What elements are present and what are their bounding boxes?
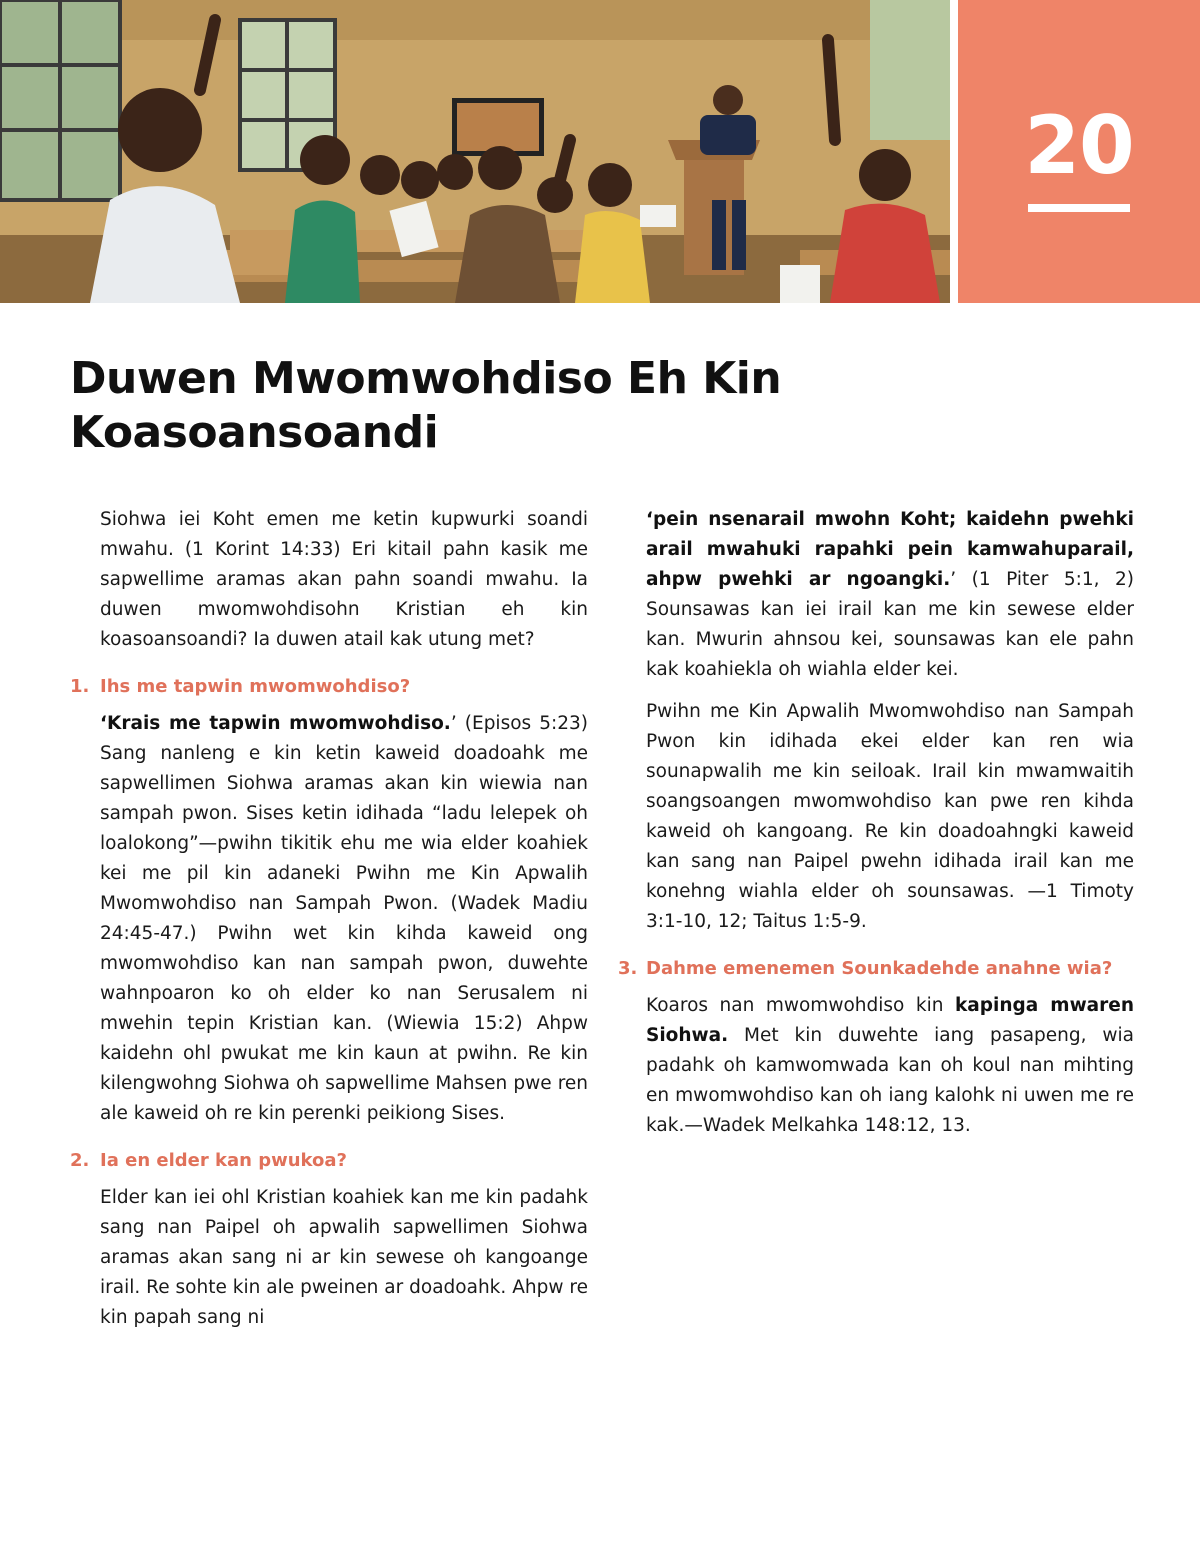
question-1: [70, 673, 588, 701]
question-3-answer-bold: kapinga mwaren Siohwa.: [646, 995, 1134, 1046]
lesson-number-badge: [958, 0, 1200, 303]
question-1-number: 1.: [70, 676, 90, 697]
question-2-answer-start: Elder kan iei ohl Kristian koahiek kan me kin padahk sang nan Paipel oh apwalih sapwellimen Siohwa aramas akan sang ni ar kin sewese oh kangoange irail. Re sohte kin ale pweinen ar doadoahk. Ahpw re kin papah sang ni: [100, 1187, 588, 1328]
question-2-answer-bold: ‘pein nsenarail mwohn Koht; kaidehn pwehki arail mwahuki rapahki pein kamwahuparail, ahpw pwehki ar ngoangki.: [646, 509, 1134, 590]
question-1-answer-rest: ’ (Episos 5:23) Sang nanleng e kin ketin kaweid doadoahk me sapwellimen Siohwa aramas akan kin wiewia nan sampah pwon. Sises ketin idihada “ladu lelepek oh loalokong”—pwihn tikitik ehu me wia elder koahiek kei me pil kin adaneki Pwihn me Kin Apwalih Mwomwohdiso nan Sampah Pwon. (Wadek Madiu 24:45-47.) Pwihn wet kin kihda kaweid ong mwomwohdiso kan nan sampah pwon, duwehte wahnpoaron ko oh elder ko nan Serusalem ni mwehin tepin Kristian kan. (Wiewia 15:2) Ahpw kaidehn ohl pwukat me kin kaun at pwihn. Re kin kilengwohng Siohwa oh sapwellime Mahsen pwe ren ale kaweid oh re kin perenki peikiong Sises.: [100, 713, 588, 1124]
question-1-text: Ihs me tapwin mwomwohdiso?: [100, 676, 411, 697]
question-3-answer-pre: Koaros nan mwomwohdiso kin: [646, 995, 944, 1016]
question-3-text: Dahme emenemen Sounkadehde anahne wia?: [646, 958, 1113, 979]
question-2-answer-continued: [618, 505, 1134, 685]
question-2-number: 2.: [70, 1150, 90, 1171]
question-3-answer: [618, 991, 1134, 1141]
intro-paragraph: Siohwa iei Koht emen me ketin kupwurki soandi mwahu. (1 Korint 14:33) Eri kitail pahn kasik me sapwellime aramas akan pahn soandi mwahu. Ia duwen mwomwohdisohn Kristian eh kin koasoansoandi? Ia duwen atail kak utung met?: [100, 509, 588, 650]
question-2-answer-paragraph-2: Pwihn me Kin Apwalih Mwomwohdiso nan Sampah Pwon kin idihada ekei elder kan ren wia sounapwalih me kin seiloak. Irail kin mwamwaitih soangsoangen mwomwohdiso kan pwe ren kihda kaweid oh kangoang. Re kin doadoahngki kaweid kan sang nan Paipel pwehn idihada irail kan me konehng wiahla elder oh sounsawas. —1 Timoty 3:1-10, 12; Taitus 1:5-9.: [646, 701, 1134, 932]
question-2-text: Ia en elder kan pwukoa?: [100, 1150, 347, 1171]
badge-underline: [1028, 204, 1130, 212]
question-3: [618, 955, 1134, 983]
page-title: [70, 352, 970, 460]
title-line-1: Duwen Mwomwohdiso Eh Kin: [70, 353, 782, 404]
question-2: [70, 1147, 588, 1175]
question-2-answer-rest: ’ (1 Piter 5:1, 2) Sounsawas kan iei irail kan me kin sewese elder kan. Mwurin ahnsou kei, sounsawas kan ele pahn kak koahiekla oh wiahla elder kei.: [646, 569, 1134, 680]
header-photo: [0, 0, 950, 303]
title-line-2: Koasoansoandi: [70, 407, 439, 458]
left-column: [70, 505, 588, 1345]
right-column: [618, 505, 1134, 1153]
question-3-number: 3.: [618, 958, 638, 979]
question-1-answer: [70, 709, 588, 1129]
lesson-number: 20: [1024, 99, 1134, 192]
congregation-meeting-illustration: [0, 0, 950, 303]
question-1-answer-bold: ‘Krais me tapwin mwomwohdiso.: [100, 713, 451, 734]
question-3-answer-rest: Met kin duwehte iang pasapeng, wia padahk oh kamwomwada kan oh koul nan mihting en mwomwohdiso kan oh iang kalohk ni uwen me re kak.—Wadek Melkahka 148:12, 13.: [646, 1025, 1134, 1136]
